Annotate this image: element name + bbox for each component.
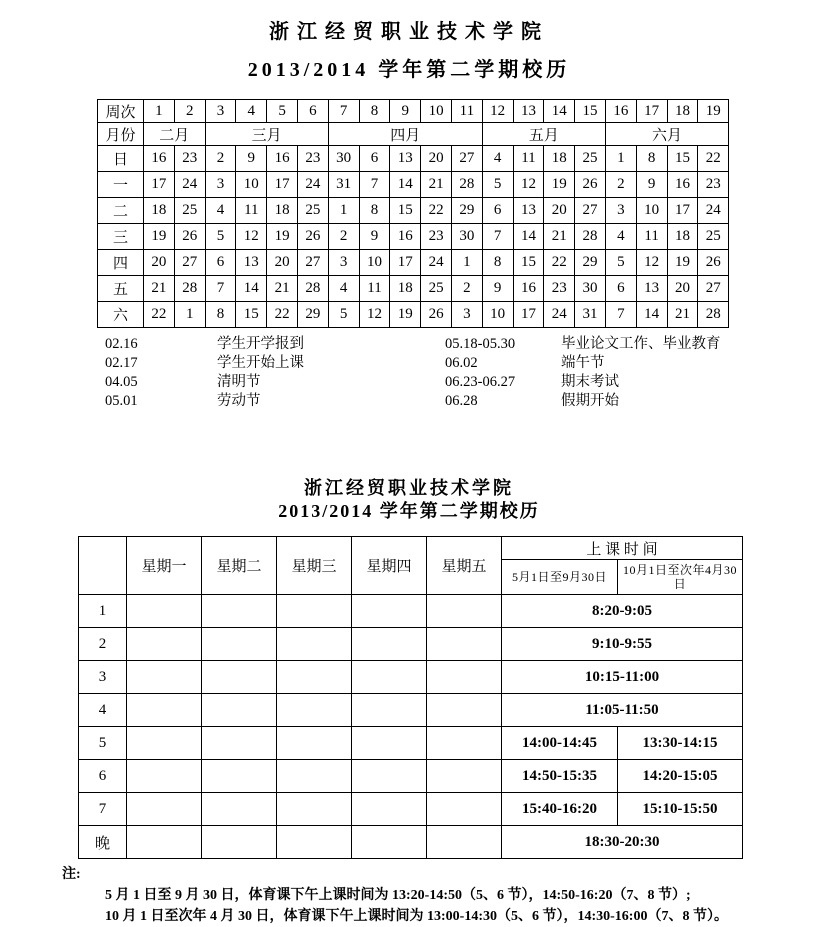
week-number-cell: 7	[328, 100, 359, 123]
date-cell: 6	[482, 198, 513, 224]
date-cell: 14	[636, 302, 667, 328]
period-summer-header: 5月1日至9月30日	[502, 560, 618, 595]
date-cell: 1	[328, 198, 359, 224]
date-cell: 10	[359, 250, 390, 276]
date-cell: 9	[482, 276, 513, 302]
date-cell: 3	[205, 172, 236, 198]
date-cell: 26	[174, 224, 205, 250]
week-number-cell: 17	[636, 100, 667, 123]
class-cell-empty	[352, 760, 427, 793]
class-cell-empty	[127, 661, 202, 694]
class-cell-empty	[202, 661, 277, 694]
class-cell-empty	[352, 826, 427, 859]
event-date: 02.16	[105, 336, 138, 352]
date-cell: 22	[144, 302, 175, 328]
time-cell-merged: 11:05-11:50	[502, 694, 743, 727]
class-cell-empty	[277, 628, 352, 661]
date-cell: 3	[605, 198, 636, 224]
period-number-label: 1	[79, 595, 127, 628]
date-cell: 17	[513, 302, 544, 328]
date-cell: 24	[421, 250, 452, 276]
date-cell: 9	[236, 146, 267, 172]
class-cell-empty	[352, 628, 427, 661]
event-name: 假期开始	[561, 393, 619, 409]
class-cell-empty	[277, 694, 352, 727]
event-row	[105, 354, 818, 373]
period-number-label: 6	[79, 760, 127, 793]
date-cell: 14	[390, 172, 421, 198]
date-cell: 10	[236, 172, 267, 198]
class-cell-empty	[427, 793, 502, 826]
period-number-label: 5	[79, 727, 127, 760]
date-cell: 18	[667, 224, 698, 250]
event-name: 期末考试	[561, 374, 619, 390]
date-cell: 10	[636, 198, 667, 224]
period-winter-header: 10月1日至次年4月30日	[618, 560, 743, 595]
class-cell-empty	[202, 628, 277, 661]
date-cell: 7	[359, 172, 390, 198]
date-cell: 7	[482, 224, 513, 250]
date-cell: 27	[174, 250, 205, 276]
date-cell: 31	[575, 302, 606, 328]
date-cell: 22	[267, 302, 298, 328]
day-of-week-label: 四	[98, 250, 144, 276]
class-cell-empty	[352, 661, 427, 694]
class-cell-empty	[427, 694, 502, 727]
date-cell: 17	[144, 172, 175, 198]
class-cell-empty	[352, 694, 427, 727]
date-cell: 28	[698, 302, 729, 328]
month-cell: 四月	[328, 123, 482, 146]
date-cell: 24	[174, 172, 205, 198]
event-name: 清明节	[217, 374, 261, 390]
weekday-header: 星期五	[427, 537, 502, 595]
date-cell: 28	[451, 172, 482, 198]
week-number-cell: 2	[174, 100, 205, 123]
date-cell: 29	[451, 198, 482, 224]
week-number-cell: 15	[575, 100, 606, 123]
date-cell: 6	[359, 146, 390, 172]
week-number-cell: 6	[297, 100, 328, 123]
date-cell: 20	[267, 250, 298, 276]
class-cell-empty	[352, 727, 427, 760]
date-cell: 18	[267, 198, 298, 224]
time-cell-merged: 9:10-9:55	[502, 628, 743, 661]
period-number-label: 4	[79, 694, 127, 727]
class-time-table	[78, 536, 743, 859]
date-cell: 13	[636, 276, 667, 302]
date-cell: 31	[328, 172, 359, 198]
class-cell-empty	[127, 628, 202, 661]
date-cell: 13	[513, 198, 544, 224]
date-cell: 17	[267, 172, 298, 198]
class-cell-empty	[277, 727, 352, 760]
day-of-week-label: 日	[98, 146, 144, 172]
week-number-cell: 8	[359, 100, 390, 123]
date-cell: 27	[451, 146, 482, 172]
event-date: 06.28	[445, 393, 478, 409]
date-cell: 8	[359, 198, 390, 224]
semester-calendar-title-2: 2013/2014 学年第二学期校历	[278, 501, 540, 521]
date-cell: 19	[144, 224, 175, 250]
footnote	[62, 864, 818, 927]
date-cell: 15	[667, 146, 698, 172]
date-cell: 23	[698, 172, 729, 198]
month-cell: 五月	[482, 123, 605, 146]
date-cell: 3	[328, 250, 359, 276]
timetable-corner-cell	[79, 537, 127, 595]
date-cell: 29	[575, 250, 606, 276]
date-cell: 30	[328, 146, 359, 172]
week-number-cell: 18	[667, 100, 698, 123]
time-cell-winter: 14:20-15:05	[618, 760, 743, 793]
date-cell: 2	[605, 172, 636, 198]
event-date: 06.02	[445, 355, 478, 371]
date-cell: 4	[605, 224, 636, 250]
semester-events-list	[105, 335, 818, 411]
class-cell-empty	[202, 727, 277, 760]
timetable-title-block	[0, 477, 818, 523]
date-cell: 5	[205, 224, 236, 250]
month-cell: 六月	[605, 123, 728, 146]
date-cell: 11	[236, 198, 267, 224]
date-cell: 12	[359, 302, 390, 328]
date-cell: 13	[390, 146, 421, 172]
date-cell: 23	[544, 276, 575, 302]
date-cell: 1	[174, 302, 205, 328]
date-cell: 20	[544, 198, 575, 224]
date-cell: 27	[297, 250, 328, 276]
week-number-cell: 3	[205, 100, 236, 123]
class-cell-empty	[127, 694, 202, 727]
date-cell: 14	[513, 224, 544, 250]
week-row-label: 周次	[98, 100, 144, 123]
event-date: 05.01	[105, 393, 138, 409]
class-cell-empty	[427, 661, 502, 694]
date-cell: 1	[605, 146, 636, 172]
week-number-cell: 1	[144, 100, 175, 123]
class-cell-empty	[277, 793, 352, 826]
date-cell: 27	[698, 276, 729, 302]
class-cell-empty	[277, 760, 352, 793]
date-cell: 12	[513, 172, 544, 198]
date-cell: 10	[482, 302, 513, 328]
class-cell-empty	[127, 793, 202, 826]
date-cell: 8	[636, 146, 667, 172]
date-cell: 15	[390, 198, 421, 224]
date-cell: 5	[482, 172, 513, 198]
period-number-label: 3	[79, 661, 127, 694]
time-cell-summer: 14:50-15:35	[502, 760, 618, 793]
class-cell-empty	[352, 793, 427, 826]
class-cell-empty	[427, 628, 502, 661]
week-number-cell: 14	[544, 100, 575, 123]
date-cell: 7	[205, 276, 236, 302]
date-cell: 4	[328, 276, 359, 302]
date-cell: 22	[544, 250, 575, 276]
date-cell: 8	[482, 250, 513, 276]
date-cell: 21	[267, 276, 298, 302]
period-number-label: 2	[79, 628, 127, 661]
time-cell-merged: 8:20-9:05	[502, 595, 743, 628]
date-cell: 17	[390, 250, 421, 276]
footnote-line-2: 10 月 1 日至次年 4 月 30 日，体育课下午上课时间为 13:00-14:30（5、6 节），14:30-16:00（7、8 节）。	[105, 909, 728, 924]
weekday-header: 星期二	[202, 537, 277, 595]
date-cell: 24	[297, 172, 328, 198]
date-cell: 9	[636, 172, 667, 198]
date-cell: 26	[575, 172, 606, 198]
day-of-week-label: 二	[98, 198, 144, 224]
event-name: 端午节	[561, 355, 605, 371]
date-cell: 2	[451, 276, 482, 302]
date-cell: 2	[328, 224, 359, 250]
date-cell: 1	[451, 250, 482, 276]
event-date: 02.17	[105, 355, 138, 371]
class-cell-empty	[202, 793, 277, 826]
footnote-line-1: 5 月 1 日至 9 月 30 日，体育课下午上课时间为 13:20-14:50（5、6 节），14:50-16:20（7、8 节）;	[105, 888, 691, 903]
month-row-label: 月份	[98, 123, 144, 146]
date-cell: 12	[636, 250, 667, 276]
date-cell: 28	[174, 276, 205, 302]
class-cell-empty	[127, 760, 202, 793]
date-cell: 20	[144, 250, 175, 276]
date-cell: 18	[544, 146, 575, 172]
date-cell: 25	[297, 198, 328, 224]
month-cell: 二月	[144, 123, 206, 146]
date-cell: 15	[513, 250, 544, 276]
date-cell: 25	[698, 224, 729, 250]
date-cell: 16	[513, 276, 544, 302]
week-number-cell: 12	[482, 100, 513, 123]
date-cell: 16	[144, 146, 175, 172]
class-cell-empty	[277, 826, 352, 859]
date-cell: 18	[144, 198, 175, 224]
event-date: 05.18-05.30	[445, 336, 516, 352]
date-cell: 21	[667, 302, 698, 328]
date-cell: 22	[421, 198, 452, 224]
event-row	[105, 335, 818, 354]
month-cell: 三月	[205, 123, 328, 146]
date-cell: 18	[390, 276, 421, 302]
date-cell: 24	[544, 302, 575, 328]
date-cell: 26	[421, 302, 452, 328]
date-cell: 8	[205, 302, 236, 328]
class-cell-empty	[127, 826, 202, 859]
date-cell: 21	[144, 276, 175, 302]
date-cell: 28	[297, 276, 328, 302]
class-cell-empty	[127, 595, 202, 628]
date-cell: 23	[421, 224, 452, 250]
date-cell: 17	[667, 198, 698, 224]
week-number-cell: 9	[390, 100, 421, 123]
day-of-week-label: 三	[98, 224, 144, 250]
date-cell: 27	[575, 198, 606, 224]
date-cell: 11	[513, 146, 544, 172]
date-cell: 26	[297, 224, 328, 250]
week-number-cell: 10	[421, 100, 452, 123]
date-cell: 19	[267, 224, 298, 250]
date-cell: 21	[544, 224, 575, 250]
date-cell: 22	[698, 146, 729, 172]
time-cell-merged: 10:15-11:00	[502, 661, 743, 694]
date-cell: 26	[698, 250, 729, 276]
event-date: 04.05	[105, 374, 138, 390]
date-cell: 25	[575, 146, 606, 172]
weekday-header: 星期四	[352, 537, 427, 595]
class-cell-empty	[127, 727, 202, 760]
date-cell: 16	[667, 172, 698, 198]
date-cell: 23	[297, 146, 328, 172]
event-row	[105, 373, 818, 392]
week-number-cell: 13	[513, 100, 544, 123]
class-cell-empty	[202, 826, 277, 859]
date-cell: 12	[236, 224, 267, 250]
week-number-cell: 16	[605, 100, 636, 123]
class-cell-empty	[277, 595, 352, 628]
date-cell: 16	[267, 146, 298, 172]
time-cell-winter: 15:10-15:50	[618, 793, 743, 826]
class-cell-empty	[427, 727, 502, 760]
date-cell: 30	[451, 224, 482, 250]
date-cell: 9	[359, 224, 390, 250]
time-cell-summer: 14:00-14:45	[502, 727, 618, 760]
date-cell: 19	[544, 172, 575, 198]
class-cell-empty	[202, 595, 277, 628]
date-cell: 16	[390, 224, 421, 250]
class-cell-empty	[427, 826, 502, 859]
footnote-label: 注:	[62, 867, 81, 882]
date-cell: 15	[236, 302, 267, 328]
time-cell-summer: 15:40-16:20	[502, 793, 618, 826]
school-name-title-2: 浙江经贸职业技术学院	[304, 478, 514, 498]
semester-calendar-table	[97, 99, 729, 328]
week-number-cell: 4	[236, 100, 267, 123]
date-cell: 29	[297, 302, 328, 328]
date-cell: 5	[605, 250, 636, 276]
week-number-cell: 11	[451, 100, 482, 123]
class-time-header: 上 课 时 间	[502, 537, 743, 560]
weekday-header: 星期三	[277, 537, 352, 595]
date-cell: 5	[328, 302, 359, 328]
date-cell: 3	[451, 302, 482, 328]
period-number-label: 7	[79, 793, 127, 826]
date-cell: 24	[698, 198, 729, 224]
event-name: 学生开始上课	[217, 355, 304, 371]
date-cell: 6	[605, 276, 636, 302]
date-cell: 4	[482, 146, 513, 172]
date-cell: 19	[390, 302, 421, 328]
period-number-label: 晚	[79, 826, 127, 859]
event-date: 06.23-06.27	[445, 374, 516, 390]
class-cell-empty	[202, 694, 277, 727]
time-cell-merged: 18:30-20:30	[502, 826, 743, 859]
date-cell: 14	[236, 276, 267, 302]
class-cell-empty	[427, 760, 502, 793]
date-cell: 19	[667, 250, 698, 276]
weekday-header: 星期一	[127, 537, 202, 595]
date-cell: 11	[359, 276, 390, 302]
day-of-week-label: 五	[98, 276, 144, 302]
event-row	[105, 392, 818, 411]
date-cell: 25	[174, 198, 205, 224]
date-cell: 20	[421, 146, 452, 172]
class-cell-empty	[277, 661, 352, 694]
event-name: 毕业论文工作、毕业教育	[561, 336, 721, 352]
class-cell-empty	[202, 760, 277, 793]
week-number-cell: 19	[698, 100, 729, 123]
time-cell-winter: 13:30-14:15	[618, 727, 743, 760]
date-cell: 20	[667, 276, 698, 302]
date-cell: 25	[421, 276, 452, 302]
date-cell: 4	[205, 198, 236, 224]
event-name: 学生开学报到	[217, 336, 304, 352]
date-cell: 11	[636, 224, 667, 250]
day-of-week-label: 六	[98, 302, 144, 328]
date-cell: 21	[421, 172, 452, 198]
date-cell: 7	[605, 302, 636, 328]
week-number-cell: 5	[267, 100, 298, 123]
date-cell: 30	[575, 276, 606, 302]
date-cell: 13	[236, 250, 267, 276]
semester-calendar-title: 2013/2014 学年第二学期校历	[247, 59, 571, 81]
class-cell-empty	[427, 595, 502, 628]
day-of-week-label: 一	[98, 172, 144, 198]
date-cell: 28	[575, 224, 606, 250]
class-cell-empty	[352, 595, 427, 628]
date-cell: 23	[174, 146, 205, 172]
school-name-title: 浙江经贸职业技术学院	[269, 21, 549, 43]
date-cell: 6	[205, 250, 236, 276]
date-cell: 2	[205, 146, 236, 172]
event-name: 劳动节	[217, 393, 261, 409]
